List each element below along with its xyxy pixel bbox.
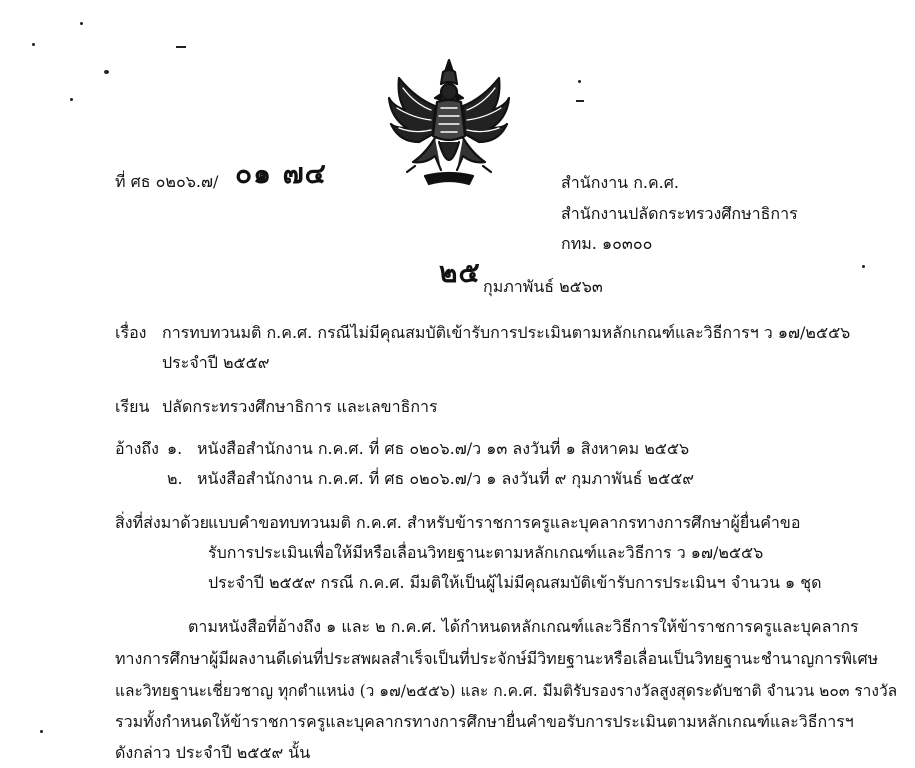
enclosure-line-2: รับการประเมินเพื่อให้มีหรือเลื่อนวิทยฐานะตามหลักเกณฑ์และวิธีการ ว ๑๗/๒๕๕๖ (208, 543, 764, 562)
reference-1-number: ๑. (167, 439, 183, 458)
ref-number-handwritten: ๐๑ ๗๔ (235, 157, 327, 190)
garuda-emblem-icon (385, 58, 513, 190)
date-month-year: กุมภาพันธ์ ๒๕๖๓ (483, 277, 603, 296)
body-line-5: ดังกล่าว ประจำปี ๒๕๕๙ นั้น (115, 743, 311, 762)
office-name: สำนักงาน ก.ค.ศ. (561, 173, 679, 192)
ref-number-printed: ที่ ศธ ๐๒๐๖.๗/ (115, 172, 219, 191)
office-ministry: สำนักงานปลัดกระทรวงศึกษาธิการ (561, 204, 798, 223)
body-line-2: ทางการศึกษาผู้มีผลงานดีเด่นที่ประสพผลสำเร็จเป็นที่ประจักษ์มีวิทยฐานะหรือเลื่อนเป็นวิทยฐานะชำนาญการพิเศษ (115, 649, 879, 668)
subject-label: เรื่อง (115, 323, 147, 342)
body-line-1: ตามหนังสือที่อ้างถึง ๑ และ ๒ ก.ค.ศ. ได้กำหนดหลักเกณฑ์และวิธีการให้ข้าราชการครูและบุคลากร (188, 617, 859, 636)
enclosure-line-3: ประจำปี ๒๕๕๙ กรณี ก.ค.ศ. มีมติให้เป็นผู้ไม่มีคุณสมบัติเข้ารับการประเมินฯ จำนวน ๑ ชุด (208, 573, 822, 592)
scan-speck (80, 22, 83, 25)
scan-speck (70, 98, 73, 101)
reference-2-number: ๒. (167, 469, 183, 488)
scan-speck (104, 70, 109, 74)
scan-speck (862, 265, 865, 268)
references-label: อ้างถึง (115, 439, 159, 458)
scan-speck (40, 730, 43, 733)
scan-speck (32, 43, 35, 46)
recipient-text: ปลัดกระทรวงศึกษาธิการ และเลขาธิการ (162, 397, 438, 416)
enclosure-line-1: แบบคำขอทบทวนมติ ก.ค.ศ. สำหรับข้าราชการครูและบุคลากรทางการศึกษาผู้ยื่นคำขอ (208, 513, 801, 532)
subject-line-1: การทบทวนมติ ก.ค.ศ. กรณีไม่มีคุณสมบัติเข้ารับการประเมินตามหลักเกณฑ์และวิธีการฯ ว ๑๗/๒๕๕๖ (162, 323, 851, 342)
scan-dash (576, 100, 584, 102)
office-postcode: กทม. ๑๐๓๐๐ (561, 234, 653, 253)
body-line-4: รวมทั้งกำหนดให้ข้าราชการครูและบุคลากรทางการศึกษายื่นคำขอรับการประเมินตามหลักเกณฑ์และวิธีการฯ (115, 712, 854, 731)
reference-1-text: หนังสือสำนักงาน ก.ค.ศ. ที่ ศธ ๐๒๐๖.๗/ว ๑๓ ลงวันที่ ๑ สิงหาคม ๒๕๕๖ (197, 439, 690, 458)
recipient-label: เรียน (115, 397, 150, 416)
body-line-3: และวิทยฐานะเชี่ยวชาญ ทุกตำแหน่ง (ว ๑๗/๒๕๕๖) และ ก.ค.ศ. มีมติรับรองรางวัลสูงสุดระดับชาติ จำนวน ๒๐๓ รางวัล (115, 682, 898, 700)
scan-speck (578, 80, 581, 83)
scan-dash (176, 46, 186, 48)
subject-line-2: ประจำปี ๒๕๕๙ (162, 353, 270, 372)
reference-2-text: หนังสือสำนักงาน ก.ค.ศ. ที่ ศธ ๐๒๐๖.๗/ว ๑ ลงวันที่ ๙ กุมภาพันธ์ ๒๕๕๙ (197, 469, 695, 488)
date-day-handwritten: ๒๕ (439, 256, 481, 289)
enclosure-label: สิ่งที่ส่งมาด้วย (115, 513, 209, 532)
